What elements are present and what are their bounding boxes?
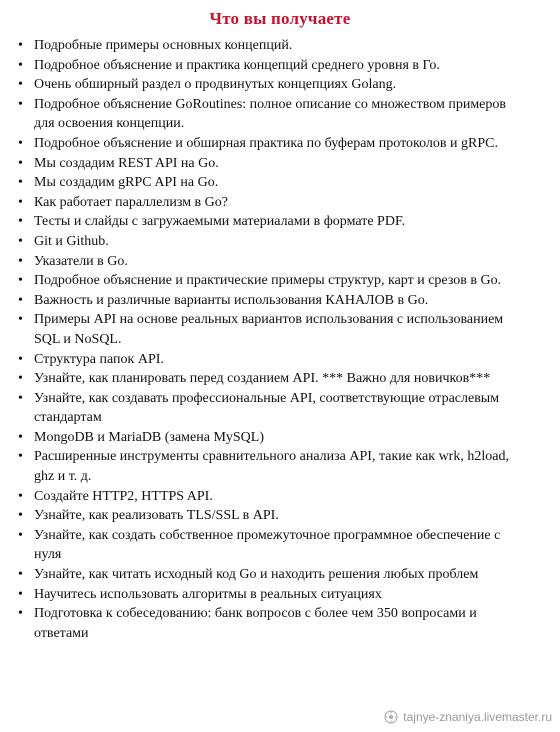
bullet-icon: •: [18, 488, 23, 504]
bullet-icon: •: [18, 429, 23, 445]
list-item: [17, 506, 517, 526]
list-item: [17, 604, 517, 643]
list-item: [17, 271, 517, 291]
bullet-icon: •: [18, 96, 23, 112]
list-item-text: Узнайте, как читать исходный код Go и находить решения любых проблем: [34, 567, 479, 583]
bullet-icon: •: [18, 57, 23, 73]
bullet-icon: •: [18, 273, 23, 289]
list-item-text: Тесты и слайды с загружаемыми материалами в формате PDF.: [34, 214, 406, 230]
list-item: [17, 369, 517, 389]
list-item: [17, 487, 517, 507]
bullet-icon: •: [18, 214, 23, 230]
list-item-text: Мы создадим REST API на Go.: [34, 155, 219, 171]
list-item: [17, 173, 517, 193]
bullet-icon: •: [18, 135, 23, 151]
list-item: [17, 526, 517, 565]
list-item-text: Подробное объяснение GoRoutines: полное описание со множеством примеров для освоения концепции.: [34, 96, 507, 132]
list-item: [17, 565, 517, 585]
list-item-text: Узнайте, как создавать профессиональные API, соответствующие отраслевым стандартам: [34, 390, 500, 426]
bullet-icon: •: [18, 449, 23, 465]
list-item-text: Мы создадим gRPC API на Go.: [34, 175, 219, 191]
bullet-icon: •: [18, 38, 23, 53]
list-item: [17, 232, 517, 252]
list-item-text: Git и Github.: [34, 233, 109, 249]
bullet-icon: •: [18, 390, 23, 406]
list-item-text: Как работает параллелизм в Go?: [34, 194, 228, 210]
list-item-text: Подробное объяснение и практика концепций среднего уровня в Го.: [34, 57, 440, 73]
list-item-text: Расширенные инструменты сравнительного анализа API, такие как wrk, h2load, ghz и т. д.: [34, 449, 509, 485]
list-item: [17, 75, 517, 95]
bullet-icon: •: [18, 292, 23, 308]
list-item-text: Подробное объяснение и обширная практика по буферам протоколов и gRPC.: [34, 135, 498, 151]
list-item: [17, 36, 517, 56]
list-item: [17, 447, 517, 486]
bullet-icon: •: [18, 194, 23, 210]
bullet-icon: •: [18, 233, 23, 249]
list-item: [17, 154, 517, 174]
feature-list: [17, 36, 517, 643]
list-item: [17, 585, 517, 605]
list-item-text: Подготовка к собеседованию: банк вопросов с более чем 350 вопросами и ответами: [34, 606, 477, 641]
bullet-icon: •: [18, 371, 23, 387]
list-item: [17, 134, 517, 154]
bullet-icon: •: [18, 175, 23, 191]
bullet-icon: •: [18, 351, 23, 367]
bullet-icon: •: [18, 527, 23, 543]
list-item-text: Подробные примеры основных концепций.: [34, 38, 293, 53]
list-item: [17, 56, 517, 76]
list-item: [17, 389, 517, 428]
list-item: [17, 350, 517, 370]
list-item: [17, 252, 517, 272]
list-item: [17, 428, 517, 448]
list-item-text: Примеры API на основе реальных вариантов использования с использованием SQL и NoSQL.: [34, 312, 504, 347]
list-item-text: Узнайте, как создать собственное промежуточное программное обеспечение с нуля: [34, 527, 501, 563]
bullet-icon: •: [18, 567, 23, 583]
list-item-text: Узнайте, как планировать перед созданием API. *** Важно для новичков***: [34, 371, 491, 387]
list-item: [17, 310, 517, 349]
list-item: [17, 193, 517, 213]
list-item-text: Создайте HTTP2, HTTPS API.: [34, 488, 213, 504]
list-item-text: Важность и различные варианты использования КАНАЛОВ в Go.: [34, 292, 429, 308]
watermark-text: tajnye-znaniya.livemaster.ru: [403, 710, 552, 724]
list-item-text: Указатели в Go.: [34, 253, 128, 269]
list-item: [17, 95, 517, 134]
list-item-text: Узнайте, как реализовать TLS/SSL в API.: [34, 508, 279, 524]
bullet-icon: •: [18, 586, 23, 602]
list-item: [17, 212, 517, 232]
livemaster-logo-icon: [384, 710, 398, 724]
list-item-text: Подробное объяснение и практические примеры структур, карт и срезов в Go.: [34, 273, 502, 289]
list-item-text: MongoDB и MariaDB (замена MySQL): [34, 429, 265, 445]
list-item-text: Очень обширный раздел о продвинутых концепциях Golang.: [34, 77, 397, 93]
page-title: Что вы получаете: [209, 9, 351, 28]
list-item: [17, 291, 517, 311]
bullet-icon: •: [18, 508, 23, 524]
watermark: [384, 710, 552, 724]
list-item-text: Структура папок API.: [34, 351, 164, 367]
bullet-icon: •: [18, 606, 23, 622]
list-item-text: Научитесь использовать алгоритмы в реальных ситуациях: [34, 586, 382, 602]
bullet-icon: •: [18, 312, 23, 328]
bullet-icon: •: [18, 155, 23, 171]
bullet-icon: •: [18, 77, 23, 93]
bullet-icon: •: [18, 253, 23, 269]
